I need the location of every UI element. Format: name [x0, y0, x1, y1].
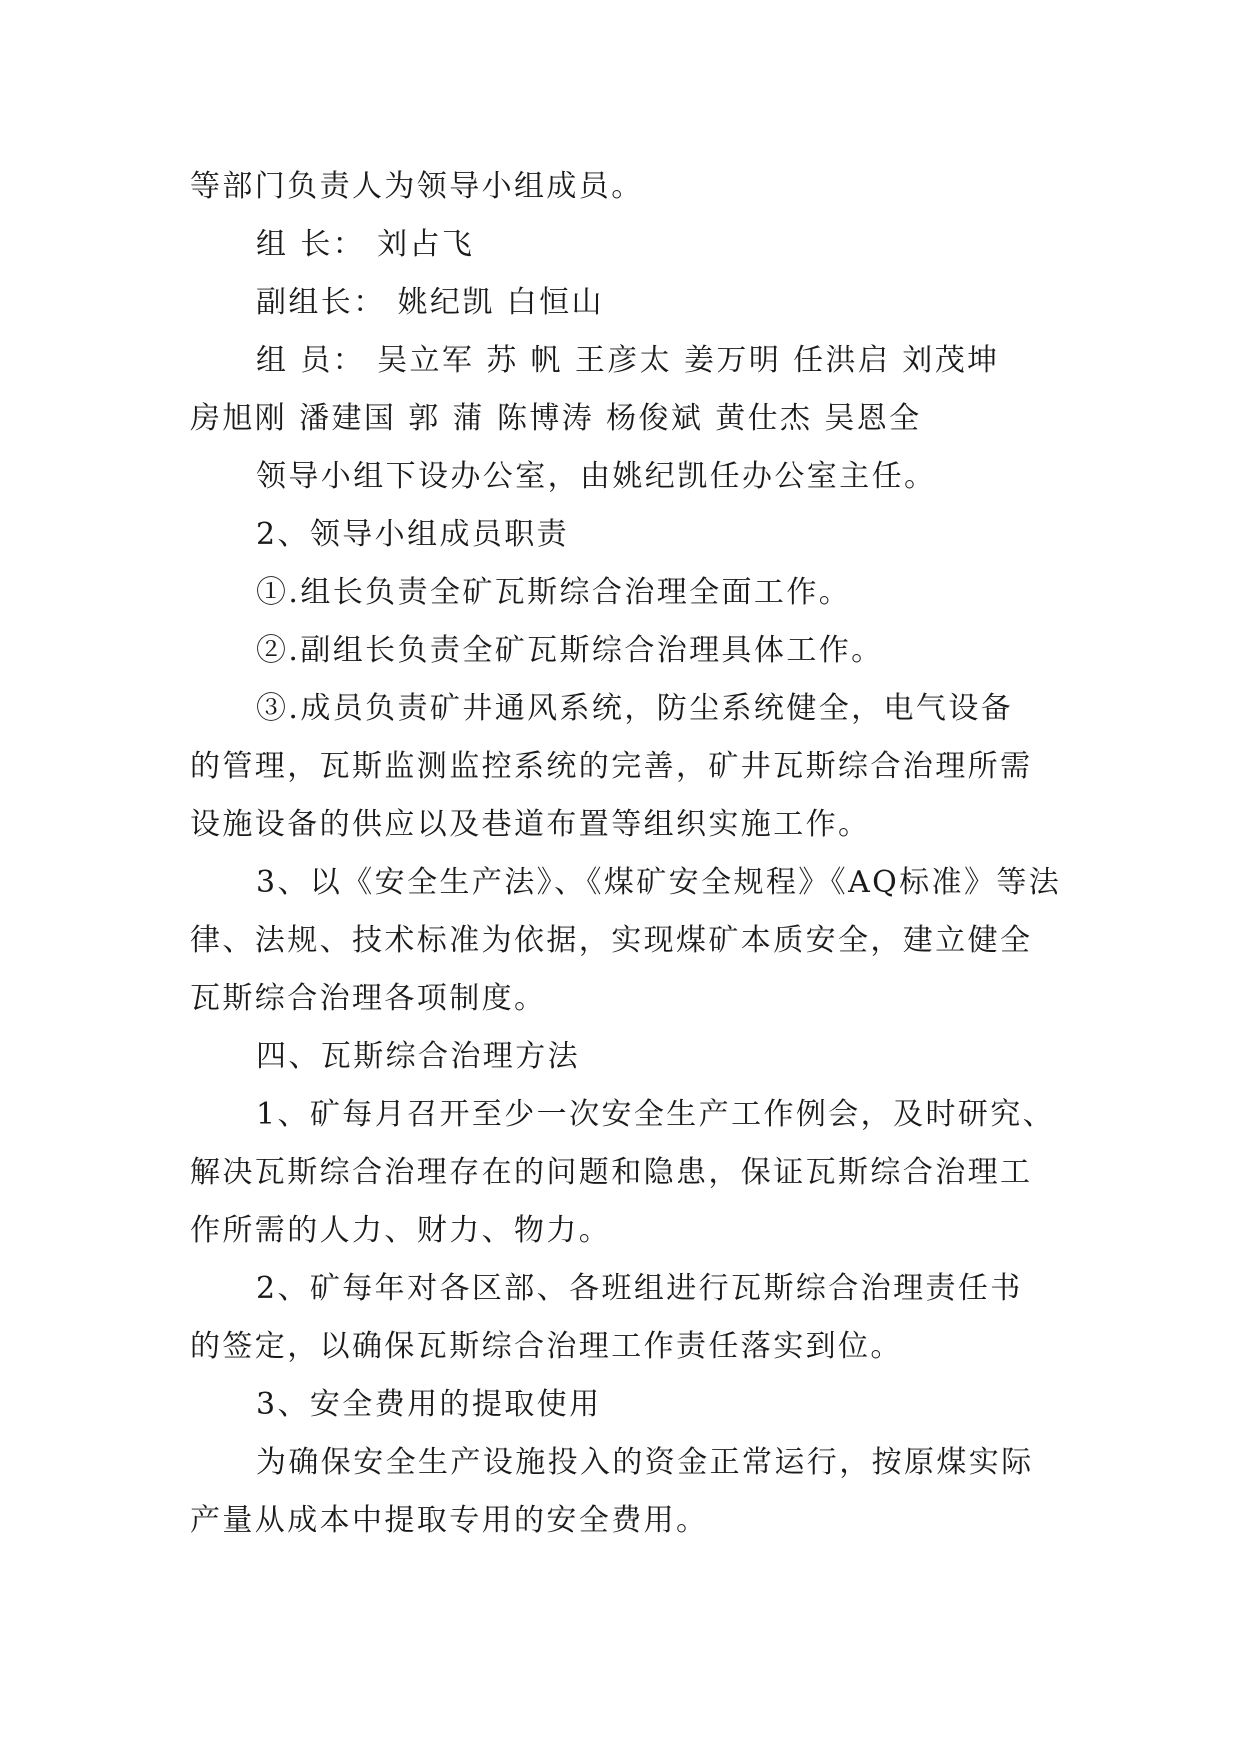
paragraph-line: 作所需的人力、财力、物力。 — [190, 1213, 612, 1248]
paragraph-line: 领导小组下设办公室，由姚纪凯任办公室主任。 — [256, 459, 937, 494]
paragraph-line: ②.副组长负责全矿瓦斯综合治理具体工作。 — [256, 633, 884, 668]
section-heading: 2、领导小组成员职责 — [256, 517, 570, 552]
paragraph-line: 为确保安全生产设施投入的资金正常运行，按原煤实际 — [256, 1445, 1034, 1480]
document-body — [190, 158, 1062, 1550]
leader-line: 组 长： 刘占飞 — [256, 227, 475, 262]
paragraph-line: 的管理，瓦斯监测监控系统的完善，矿井瓦斯综合治理所需 — [190, 749, 1033, 784]
paragraph-line: 的签定，以确保瓦斯综合治理工作责任落实到位。 — [190, 1329, 903, 1364]
paragraph-line: 瓦斯综合治理各项制度。 — [190, 981, 547, 1016]
members-line: 组 员： 吴立军 苏 帆 王彦太 姜万明 任洪启 刘茂坤 — [256, 343, 1000, 378]
paragraph-line: ①.组长负责全矿瓦斯综合治理全面工作。 — [256, 575, 852, 610]
paragraph-line: 产量从成本中提取专用的安全费用。 — [190, 1503, 709, 1538]
deputy-leader-line: 副组长： 姚纪凯 白恒山 — [256, 285, 604, 320]
paragraph-line: 2、矿每年对各区部、各班组进行瓦斯综合治理责任书 — [256, 1271, 1023, 1306]
paragraph-line: 1、矿每月召开至少一次安全生产工作例会，及时研究、 — [256, 1097, 1056, 1132]
paragraph-line: 解决瓦斯综合治理存在的问题和隐患，保证瓦斯综合治理工 — [190, 1155, 1033, 1190]
section-heading: 3、安全费用的提取使用 — [256, 1387, 602, 1422]
paragraph-line: 律、法规、技术标准为依据，实现煤矿本质安全，建立健全 — [190, 923, 1033, 958]
section-heading: 四、瓦斯综合治理方法 — [256, 1039, 580, 1074]
paragraph-line: 3、以《安全生产法》、《煤矿安全规程》《AQ标准》等法 — [256, 865, 1062, 900]
paragraph-line: ③.成员负责矿井通风系统，防尘系统健全，电气设备 — [256, 691, 1014, 726]
members-line-continued: 房旭刚 潘建国 郭 蒲 陈博涛 杨俊斌 黄仕杰 吴恩全 — [190, 401, 922, 436]
paragraph-line: 设施设备的供应以及巷道布置等组织实施工作。 — [190, 807, 871, 842]
paragraph-line: 等部门负责人为领导小组成员。 — [190, 169, 644, 204]
